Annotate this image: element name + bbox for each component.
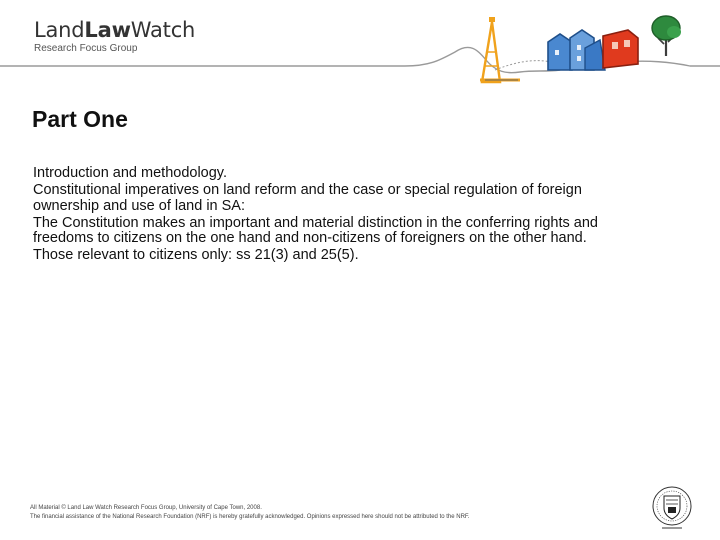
brand-subtitle: Research Focus Group [34, 43, 138, 54]
footer-notice [30, 504, 630, 522]
buildings-icon [548, 30, 605, 70]
university-seal-icon [650, 482, 694, 534]
footer-copyright: All Material © Land Law Watch Research Focus Group, University of Cape Town, 2008. [30, 505, 262, 511]
header-illustration [0, 0, 720, 90]
body-paragraph-1: Introduction and methodology. [33, 165, 228, 181]
footer-acknowledgement: The financial assistance of the National Research Foundation (NRF) is hereby gratefully acknowledged. Opinions expressed here should not be attributed to the NRF. [30, 514, 470, 520]
brand-name-land: Land [34, 18, 85, 42]
brand-name-law: Law [84, 18, 131, 42]
brand-name-watch: Watch [130, 18, 196, 42]
body-paragraph-2: Constitutional imperatives on land reform and the case or special regulation of foreign ownership and use of land in SA: [33, 182, 582, 214]
tree-icon [652, 16, 681, 56]
body-paragraph-4: Those relevant to citizens only: ss 21(3) and 25(5). [33, 247, 359, 264]
slide-body [33, 166, 633, 266]
slide-title: Part One [32, 106, 128, 132]
house-icon [603, 30, 638, 68]
body-paragraph-3: The Constitution makes an important and material distinction in the conferring rights and freedoms to citizens on the one hand and non-citizens of foreigners on the other hand. [33, 214, 598, 247]
